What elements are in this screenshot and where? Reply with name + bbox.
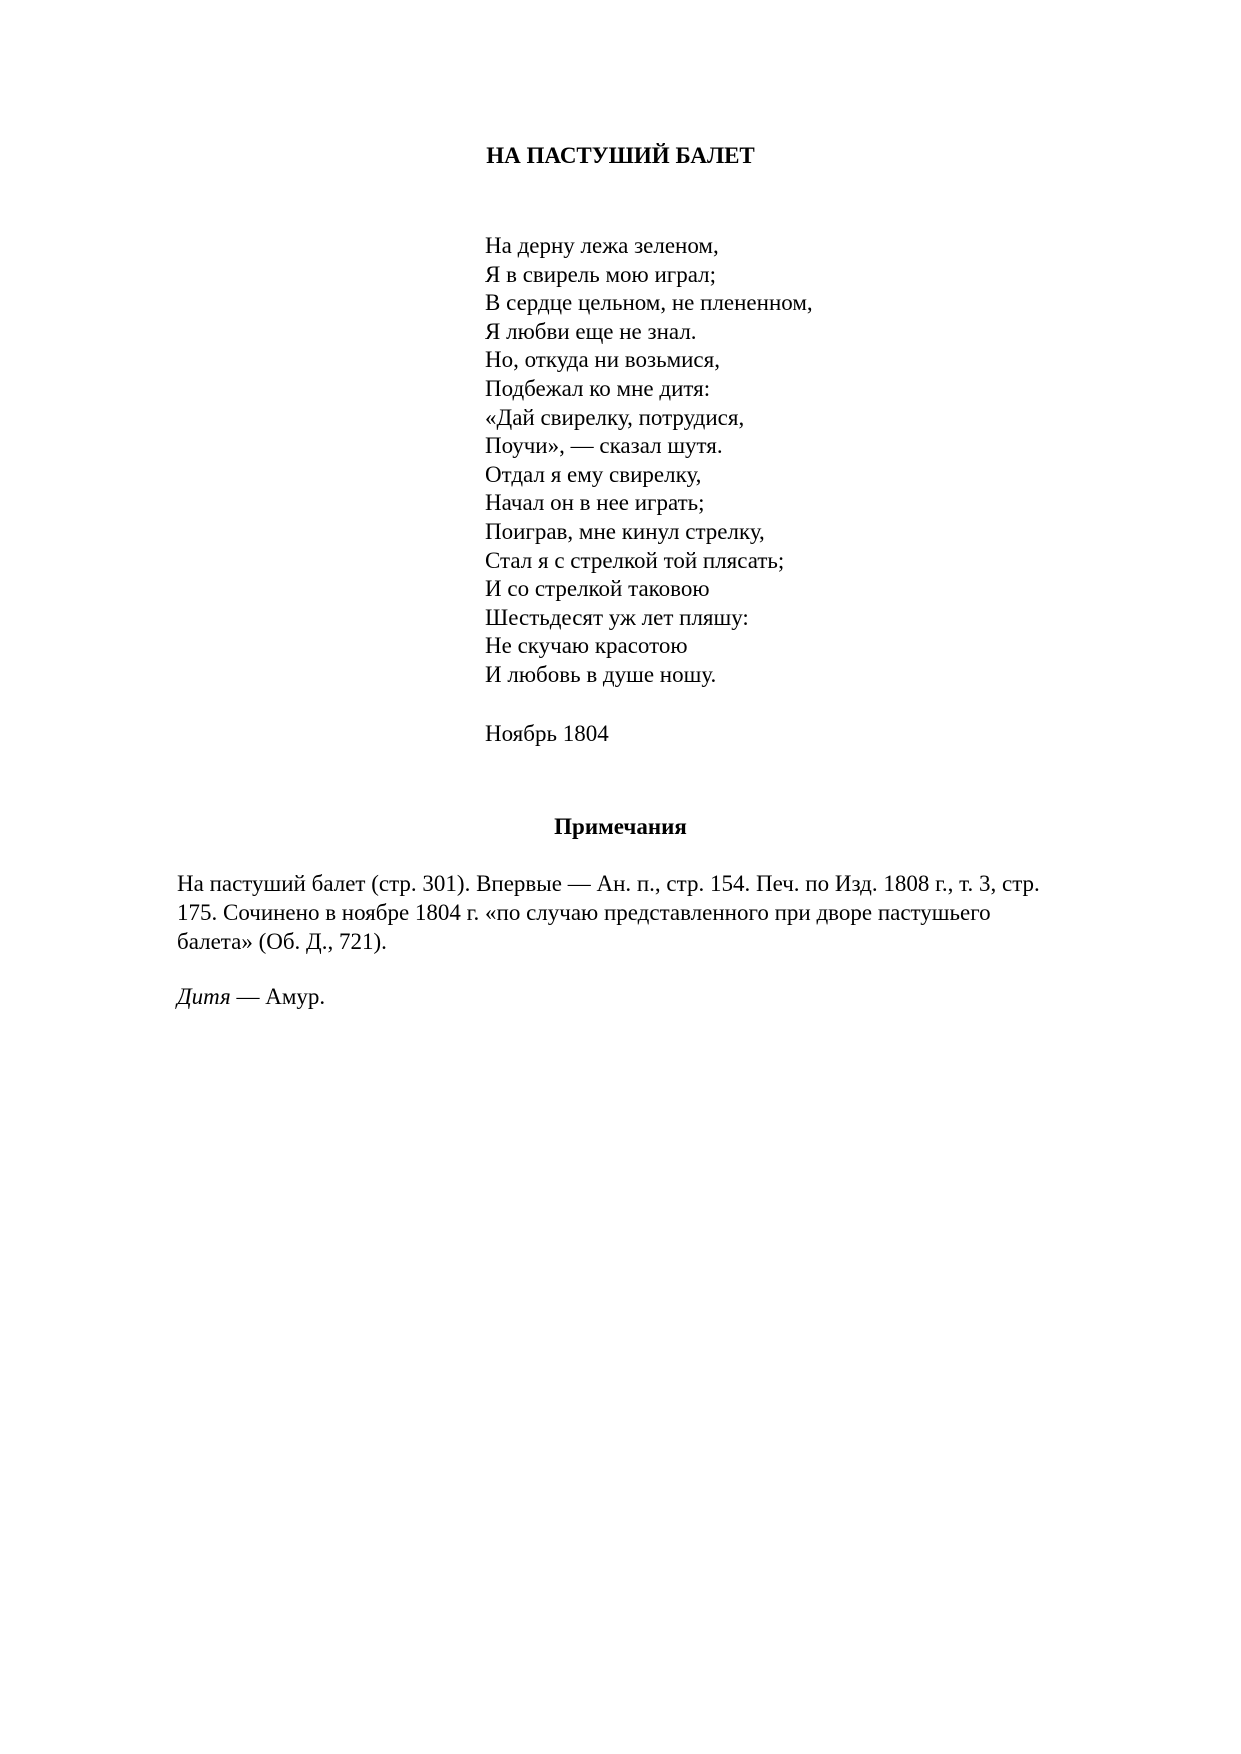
poem-title: НА ПАСТУШИЙ БАЛЕТ — [486, 143, 755, 168]
poem-date: Ноябрь 1804 — [485, 721, 609, 746]
poem-line: Поиграв, мне кинул стрелку, — [485, 518, 765, 544]
gloss-term: Дитя — [177, 984, 231, 1009]
poem-line: «Дай свирелку, потрудися, — [485, 404, 745, 430]
poem-line: Не скучаю красотою — [485, 633, 688, 659]
gloss-entry — [177, 983, 325, 1011]
notes-heading: Примечания — [554, 814, 687, 839]
poem-line: В сердце цельном, не плененном, — [485, 290, 813, 316]
poem-line: На дерну лежа зеленом, — [485, 233, 719, 258]
poem-line: Я любви еще не знал. — [485, 318, 697, 344]
poem-line: Я в свирель мою играл; — [485, 261, 717, 287]
poem-line: Но, откуда ни возьмися, — [485, 347, 720, 373]
notes-paragraph — [177, 869, 1137, 956]
poem-line: И любовь в душе ношу. — [485, 661, 717, 687]
poem-stanza — [485, 232, 813, 690]
poem-line: Отдал я ему свирелку, — [485, 461, 702, 487]
poem-line: Подбежал ко мне дитя: — [485, 375, 711, 401]
gloss-definition: — Амур. — [230, 984, 326, 1009]
poem-line: Начал он в нее играть; — [485, 490, 705, 516]
poem-line: Поучи», — сказал шутя. — [485, 433, 723, 459]
poem-line: Стал я с стрелкой той плясать; — [485, 547, 785, 573]
notes-line: балета» (Об. Д., 721). — [177, 929, 387, 954]
poem-line: Шестьдесят уж лет пляшу: — [485, 604, 749, 630]
notes-line: 175. Сочинено в ноябре 1804 г. «по случаю представленного при дворе пастушьего — [177, 900, 991, 925]
notes-line: На пастуший балет (стр. 301). Впервые — Ан. п., стр. 154. Печ. по Изд. 1808 г., т. 3, стр. — [177, 871, 1040, 896]
poem-line: И со стрелкой таковою — [485, 576, 710, 602]
